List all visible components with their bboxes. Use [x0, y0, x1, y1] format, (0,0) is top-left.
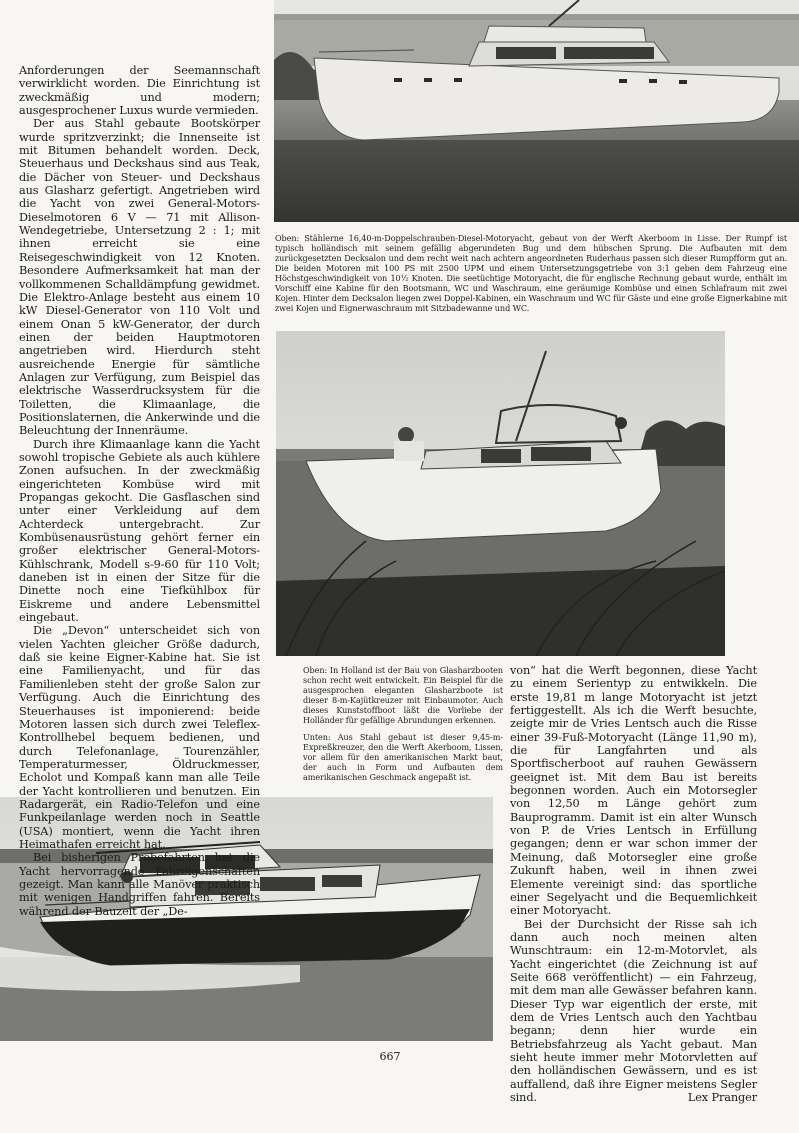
caption-top — [275, 233, 787, 320]
paragraph: Die „Devon“ unterscheidet sich von vielen Yachten gleicher Größe dadurch, daß sie keine Eigner-Kabine hat. Sie ist eine Familienyacht, und für das Familienleben steht der große Salon zur Verfügung. Auch die Einrichtung des Steuerhauses ist imponierend: beide Motoren lassen sich durch zwei Teleflex-Kontrollhebel bequem bedienen, und durch Telefonanlage, Tourenzähler, Temperaturmesser, Öldruckmesser, Echolot und Kompaß kann man alle Teile der Yacht kontrollieren und benutzen. Ein Radargerät, ein Radio-Telefon und eine Funkpeilanlage werden noch in Seattle (USA) montiert, wenn die Yacht ihren Heimathafen erreicht hat. — [19, 624, 260, 851]
photo-glass-fibre-cruiser — [276, 331, 725, 656]
paragraph — [510, 918, 757, 1105]
caption-middle — [303, 665, 503, 789]
page-number: 667 — [379, 1050, 401, 1063]
paragraph: Anforderungen der Seemannschaft verwirklicht worden. Die Einrichtung ist zweckmäßig und modern; ausgesprochener Luxus wurde vermieden. — [19, 64, 260, 118]
author-signature: Lex Pranger — [687, 1091, 757, 1104]
article-left-column — [19, 64, 260, 918]
paragraph: Der aus Stahl gebaute Bootskörper wurde spritzverzinkt; die Innenseite ist mit Bitumen behandelt worden. Deck, Steuerhaus und Deckshaus sind aus Teak, die Dächer von Steuer- und Deckshaus aus Glasharz gefertigt. Angetrieben wird die Yacht von zwei General-Motors-Dieselmotoren 6 V — 71 mit Allison-Wendegetriebe, Untersetzung 2 : 1; mit ihnen erreicht sie eine Reisegeschwindigkeit von 12 Knoten. Besondere Aufmerksamkeit hat man der vollkommenen Schalldämpfung gewidmet. Die Elektro-Anlage besteht aus einem 10 kW Diesel-Generator von 110 Volt und einem Onan 5 kW-Generator, der durch einen der beiden Hauptmotoren angetrieben wird. Hierdurch steht ausreichende Energie für sämtliche Anlagen zur Verfügung, zum Beispiel das elektrische Wasserdrucksystem für die Toiletten, die Klimaanlage, die Positionslaternen, die Ankerwinde und die Beleuchtung der Innenräume. — [19, 117, 260, 438]
article-right-column — [510, 664, 757, 1104]
paragraph: von“ hat die Werft begonnen, diese Yacht zu einem Serientyp zu entwikkeln. Die erste 19,81 m lange Motoryacht ist jetzt fertiggestellt. Als ich die Werft besuchte, zeigte mir de Vries Lentsch auch die Risse einer 39-Fuß-Motoryacht (Länge 11,90 m), die für Langfahrten und als Sportfischerboot auf rauhen Gewässern geeignet ist. Mit dem Bau ist bereits begonnen worden. Auch ein Motorsegler von 12,50 m Länge gehört zum Bauprogramm. Damit ist ein alter Wunsch von P. de Vries Lentsch in Erfüllung gegangen; denn er war schon immer der Meinung, daß Motorsegler eine große Zukunft haben, weil in ihnen zwei Elemente vereinigt sind: das sportliche einer Segelyacht und die Bequemlichkeit einer Motoryacht. — [510, 664, 757, 918]
caption-top-text: Oben: Stählerne 16,40-m-Doppelschrauben-Diesel-Motoryacht, gebaut von der Werft Akerboom in Lisse. Der Rumpf ist typisch holländisch mit seinem gefällig abgerundeten Bug und dem hübschen Sprung. Die Aufbauten mit dem zurückgesetzten Decksalon und dem recht weit nach achtern angeordneten Ruderhaus passen sich dieser Rumpfform gut an. Die beiden Motoren mit 100 PS mit 2500 UPM und einem Untersetzungsgetriebe von 3:1 geben dem Fahrzeug eine Höchstgeschwindigkeit von 10½ Knoten. Die seetüchtige Motoryacht, die für englische Rechnung gebaut wurde, enthält im Vorschiff eine Kabine für den Bootsmann, WC und Waschraum, eine geräumige Kombüse und einen Schlafraum mit zwei Kojen. Hinter dem Decksalon liegen zwei Doppel-Kabinen, ein Waschraum und WC für Gäste und eine große Eignerkabine mit zwei Kojen und Eignerwaschraum mit Sitzbadewanne und WC. — [275, 233, 787, 313]
caption-glass-fibre-text: Oben: In Holland ist der Bau von Glasharzbooten schon recht weit entwickelt. Ein Beispiel für die ausgesprochen eleganten Glasharzboote ist dieser 8-m-Kajütkreuzer mit Einbaumotor. Auch dieses Kunststoffboot läßt die Vorliebe der Holländer für gefällige Abrundungen erkennen. — [303, 665, 503, 725]
photo-steel-motor-yacht — [274, 0, 799, 222]
paragraph-text: Bei der Durchsicht der Risse sah ich dann auch noch meinen alten Wunschtraum: ein 12-m-Motorvlet, als Yacht eingerichtet (die Zeichnung ist auf Seite 668 veröffentlicht) — ein Fahrzeug, mit dem man alle Gewässer befahren kann. Dieser Typ war eigentlich der erste, mit dem de Vries Lentsch auch den Yachtbau begann; denn hier wurde ein Betriebsfahrzeug als Yacht gebaut. Man sieht heute immer mehr Motorvletten auf den holländischen Gewässern, und es ist auffallend, daß ihre Eigner meistens Segler sind. — [510, 917, 757, 1104]
paragraph: Bei bisherigen Probefahrten hat die Yacht hervorragende Fahreigenschaften gezeigt. Man kann alle Manöver praktisch mit wenigen Handgriffen fahren. Bereits während der Bauzeit der „De- — [19, 851, 260, 918]
paragraph: Durch ihre Klimaanlage kann die Yacht sowohl tropische Gebiete als auch kühlere Zonen aufsuchen. In der zweckmäßig eingerichteten Kombüse wird mit Propangas gekocht. Die Gasflaschen sind unter einer Verkleidung auf dem Achterdeck untergebracht. Zur Kombüsenausrüstung gehört ferner ein großer elektrischer General-Motors-Kühlschrank, Modell s-9-60 für 110 Volt; daneben ist in einen der Sitze für die Dinette noch eine Tiefkühlbox für Eiskreme und andere Lebensmittel eingebaut. — [19, 437, 260, 625]
caption-express-cruiser-text: Unten: Aus Stahl gebaut ist dieser 9,45-m-Expreßkreuzer, den die Werft Akerboom, Lissen, vor allem für den amerikanischen Markt baut, der auch in Form und Aufbauten dem amerikanischen Geschmack angepaßt ist. — [303, 732, 503, 782]
